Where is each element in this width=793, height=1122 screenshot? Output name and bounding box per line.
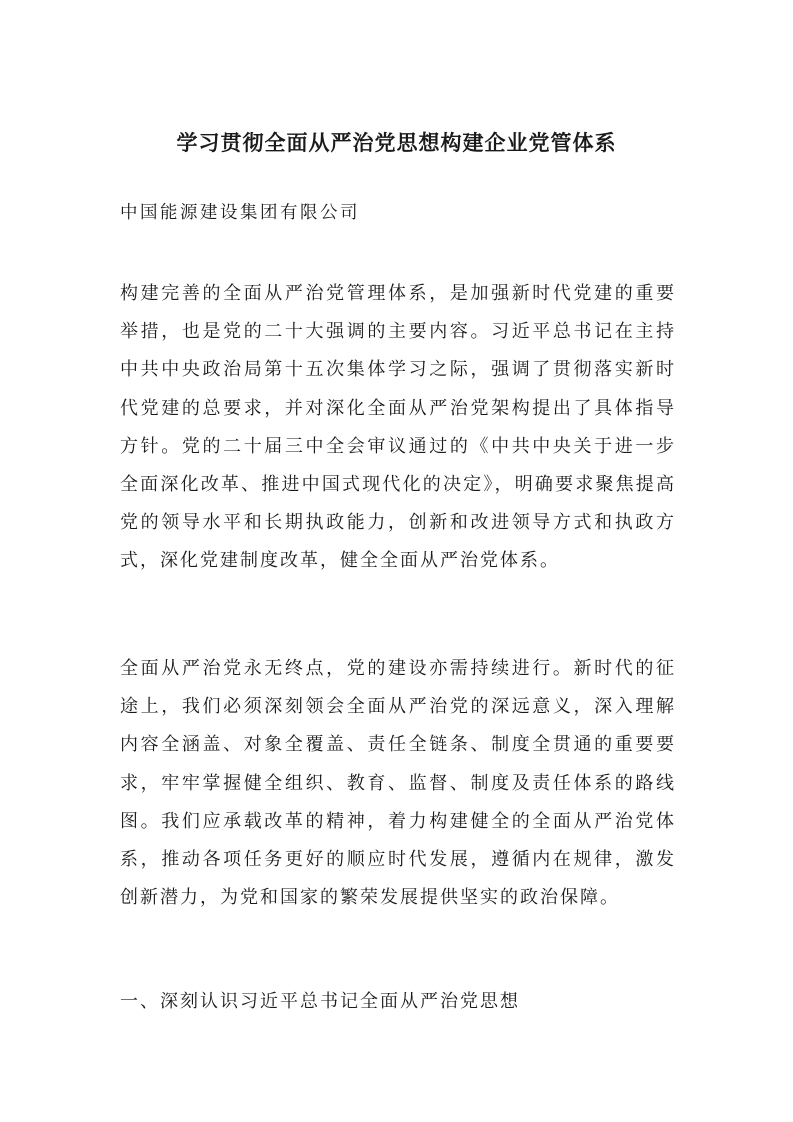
body-paragraph-1: 构建完善的全面从严治党管理体系，是加强新时代党建的重要举措，也是党的二十大强调的主要内容。习近平总书记在主持中共中央政治局第十五次集体学习之际，强调了贯彻落实新时代党建的总要求，并对深化全面从严治党架构提出了具体指导方针。党的二十届三中全会审议通过的《中共中央关于进一步全面深化改革、推进中国式现代化的决定》，明确要求聚焦提高党的领导水平和长期执政能力，创新和改进领导方式和执政方式，深化党建制度改革，健全全面从严治党体系。 (120, 283, 676, 572)
body-paragraph-2: 全面从严治党永无终点，党的建设亦需持续进行。新时代的征途上，我们必须深刻领会全面从严治党的深远意义，深入理解内容全涵盖、对象全覆盖、责任全链条、制度全贯通的重要要求，牢牢掌握健全组织、教育、监督、制度及责任体系的路线图。我们应承载改革的精神，着力构建健全的全面从严治党体系，推动各项任务更好的顺应时代发展，遵循内在规律，激发创新潜力，为党和国家的繁荣发展提供坚实的政治保障。 (120, 658, 676, 909)
document-title: 学习贯彻全面从严治党思想构建企业党管体系 (176, 131, 617, 155)
organization-name: 中国能源建设集团有限公司 (120, 203, 360, 223)
section-heading-1: 一、深刻认识习近平总书记全面从严治党思想 (120, 991, 520, 1012)
